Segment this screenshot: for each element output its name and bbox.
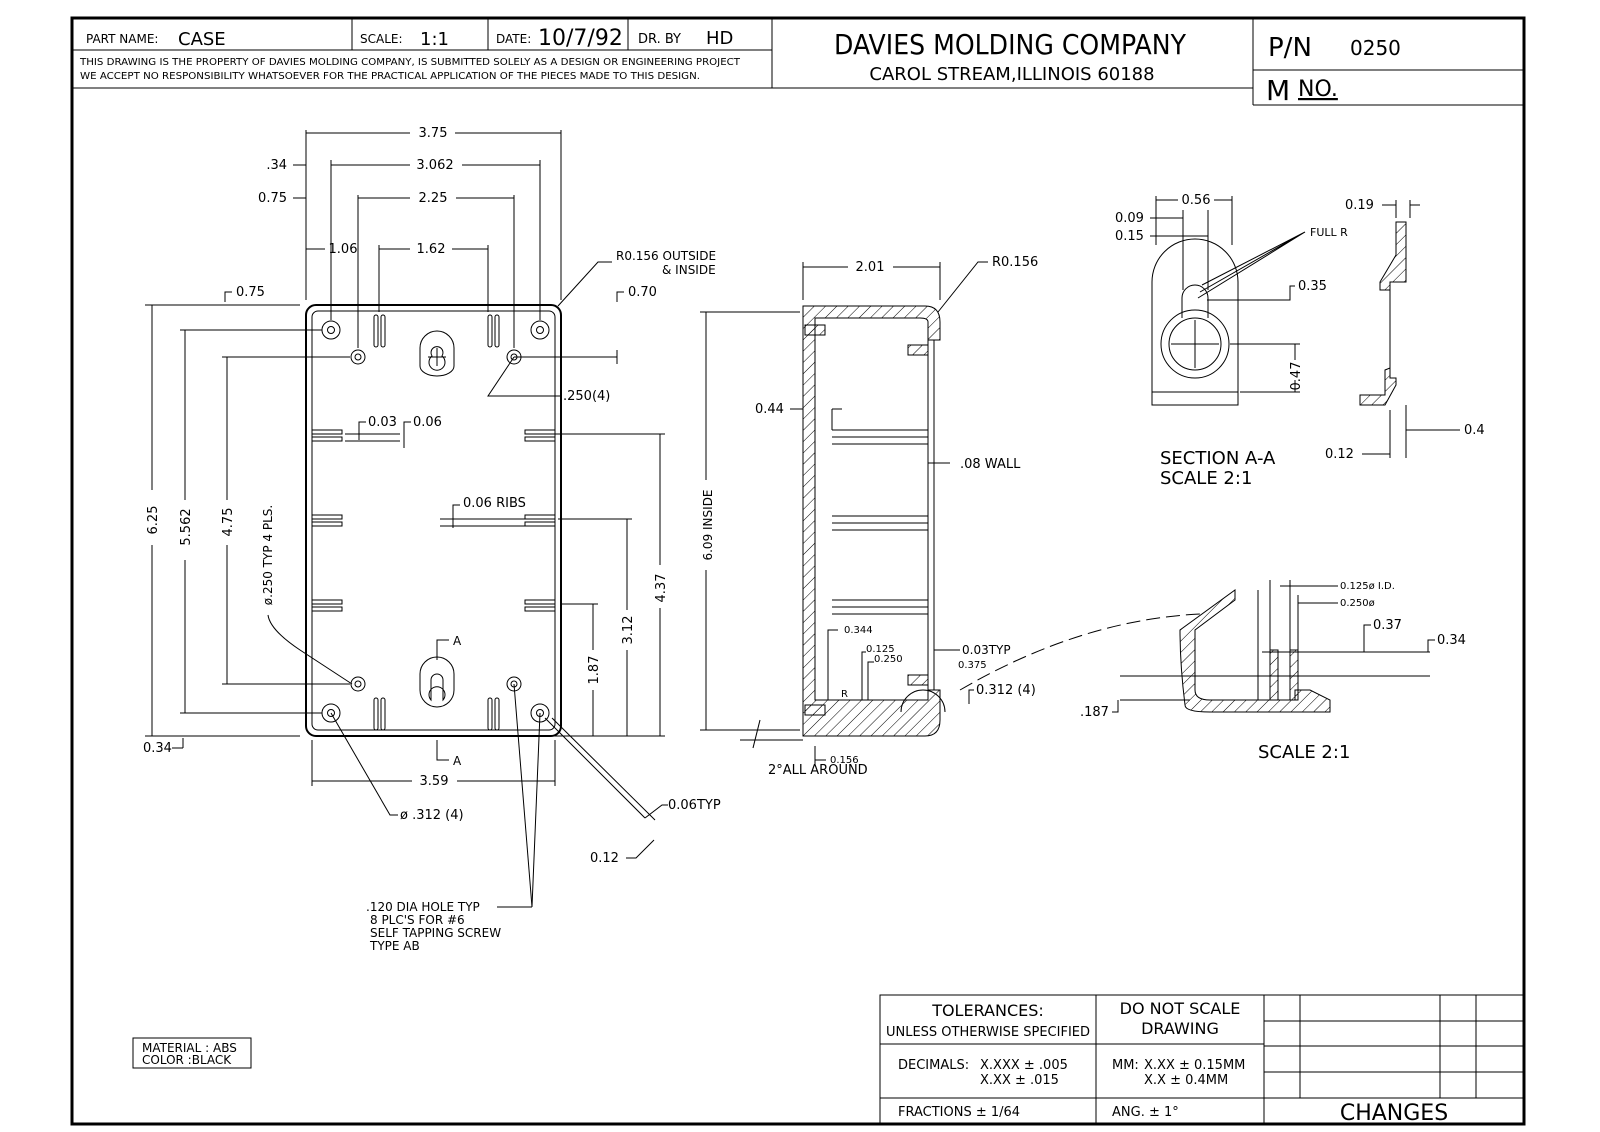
- dim-detail-0250: 0.250ø: [1340, 598, 1375, 609]
- corner-holes: [322, 321, 549, 722]
- dim-hole-312: ø .312 (4): [400, 808, 464, 823]
- dim-left-offset: 1.06: [328, 242, 358, 257]
- dim-aa-019: 0.19: [1345, 198, 1374, 213]
- scale-label: SCALE:: [360, 32, 403, 46]
- decimals-xx: X.XX ± .015: [980, 1073, 1059, 1088]
- section-aa-title: SECTION A-A: [1160, 448, 1276, 469]
- dim-aa-056: 0.56: [1181, 193, 1211, 208]
- angle: ANG. ± 1°: [1112, 1105, 1179, 1120]
- mm-label: MM:: [1112, 1058, 1139, 1073]
- dim-0156: 0.156: [830, 755, 859, 766]
- detail-scale: SCALE 2:1: [1258, 742, 1351, 763]
- dim-detail-id: 0.125ø I.D.: [1340, 581, 1395, 592]
- dim-overall-width: 3.75: [418, 126, 448, 141]
- screw-note-2: 8 PLC'S FOR #6: [370, 913, 465, 927]
- disclaimer-line-1: THIS DRAWING IS THE PROPERTY OF DAVIES MOLDING COMPANY, IS SUBMITTED SOLELY AS A DESIGN OR ENGINEERING PROJECT: [78, 57, 741, 68]
- screw-note-3: SELF TAPPING SCREW: [370, 926, 502, 940]
- case-inner-outline: [312, 311, 555, 730]
- material-line-2: COLOR :BLACK: [142, 1053, 232, 1067]
- dim-bottom-width: 3.59: [419, 774, 449, 789]
- dim-012: 0.12: [590, 851, 619, 866]
- decimals-label: DECIMALS:: [898, 1058, 970, 1073]
- screw-note-1: .120 DIA HOLE TYP: [366, 900, 480, 914]
- section-label-top: A: [453, 634, 462, 648]
- pn-value: 0250: [1350, 36, 1401, 60]
- dim-hole-span: 3.062: [416, 158, 454, 173]
- leader-screw-2: [532, 713, 540, 907]
- dim-height-475: 4.75: [221, 507, 236, 537]
- dim-006typ: 0.06TYP: [668, 798, 721, 813]
- leader-075: [225, 292, 232, 302]
- do-not-scale-1: DO NOT SCALE: [1119, 999, 1241, 1018]
- dim-aa-04: 0.4: [1464, 423, 1485, 438]
- dim-detail-037: 0.37: [1373, 618, 1402, 633]
- leader-full-r: [1198, 232, 1305, 298]
- mounting-holes: [351, 350, 521, 691]
- pn-label: P/N: [1268, 33, 1312, 63]
- dim-aa-009: 0.09: [1115, 211, 1144, 226]
- detail-boss-right: [1290, 650, 1298, 700]
- leader-0312: [969, 690, 974, 704]
- section-mark-bottom: [437, 740, 449, 760]
- dim-0375: 0.375: [958, 660, 987, 671]
- decimals-xxx: X.XXX ± .005: [980, 1058, 1068, 1073]
- section-aa-profile: [1360, 222, 1406, 405]
- keyhole-bottom: [420, 657, 454, 707]
- leader-035: [1207, 286, 1295, 300]
- leader-side-radius: [938, 262, 988, 312]
- leader-detail-037: [1364, 625, 1371, 652]
- detail-view: [1080, 580, 1466, 763]
- dim-offset-034: .34: [266, 158, 287, 173]
- detail-profile: [1180, 590, 1330, 712]
- side-wall-section: [803, 306, 940, 736]
- company-address: CAROL STREAM,ILLINOIS 60188: [869, 64, 1155, 85]
- dim-side-044: 0.44: [755, 402, 784, 417]
- dim-full-r: FULL R: [1310, 226, 1348, 239]
- company-name: DAVIES MOLDING COMPANY: [834, 28, 1187, 61]
- dim-rib-003: 0.03: [368, 415, 397, 430]
- date-value: 10/7/92: [538, 26, 623, 51]
- section-aa-scale: SCALE 2:1: [1160, 468, 1253, 489]
- detail-boss-left: [1270, 650, 1278, 700]
- front-left-dims: [145, 305, 350, 736]
- part-name-label: PART NAME:: [86, 32, 159, 46]
- dim-0312: 0.312 (4): [976, 683, 1036, 698]
- note-hole-typ: ø.250 TYP 4 PLS.: [261, 504, 275, 606]
- leader-0125: [862, 652, 866, 700]
- dim-h-187: 1.87: [587, 655, 602, 685]
- draft-leader: [753, 720, 760, 748]
- dim-detail-187: .187: [1080, 705, 1109, 720]
- dim-003typ: 0.03TYP: [962, 643, 1011, 657]
- dim-slot-span: 1.62: [416, 242, 446, 257]
- dim-offset-075: 0.75: [258, 191, 287, 206]
- m-label: M: [1266, 74, 1291, 107]
- title-block: [72, 18, 1524, 107]
- dim-corner-070: 0.70: [628, 285, 657, 300]
- dim-aa-035: 0.35: [1298, 279, 1327, 294]
- dim-aa-015: 0.15: [1115, 229, 1144, 244]
- section-aa: [1115, 193, 1485, 489]
- scale-value: 1:1: [420, 29, 449, 50]
- leader-detail-187: [1112, 700, 1118, 712]
- dim-h-437: 4.37: [654, 573, 669, 603]
- leader-250: [488, 357, 562, 396]
- drawn-by-label: DR. BY: [638, 32, 681, 47]
- dim-hole-250: .250(4): [563, 389, 611, 404]
- leader-006typ: [645, 805, 668, 818]
- dim-draft: 2°ALL AROUND: [768, 763, 868, 778]
- tolerance-title: TOLERANCES:: [932, 1001, 1044, 1020]
- dim-aa-047: 0.47: [1289, 361, 1304, 391]
- part-name-value: CASE: [178, 29, 226, 50]
- leader-screw-1: [514, 684, 532, 907]
- leader-hole-312: [331, 713, 398, 815]
- mm-x: X.X ± 0.4MM: [1144, 1073, 1229, 1088]
- changes-label: CHANGES: [1339, 1101, 1449, 1126]
- section-label-bottom: A: [453, 754, 462, 768]
- leader-rib-006: [404, 422, 411, 448]
- drawn-by-value: HD: [706, 28, 734, 49]
- dim-bottom-034: 0.34: [143, 741, 172, 756]
- note-radius-1: R0.156 OUTSIDE: [616, 249, 717, 263]
- dim-height-5562: 5.562: [179, 508, 194, 546]
- dim-ribs: 0.06 RIBS: [463, 496, 526, 511]
- material-line-1: MATERIAL : ABS: [142, 1041, 237, 1055]
- leader-ribs: [453, 505, 460, 528]
- disclaimer-line-2: WE ACCEPT NO RESPONSIBILITY WHATSOEVER FOR THE PRACTICAL APPLICATION OF THE PIECES MADE TO THIS DESIGN.: [80, 71, 700, 82]
- leader-070: [617, 292, 624, 302]
- leader-hole-typ: [268, 615, 352, 684]
- dim-corner-075: 0.75: [236, 285, 265, 300]
- label-r: R: [841, 689, 848, 700]
- boss-slots: [374, 315, 499, 730]
- dim-depth: 2.01: [855, 260, 885, 275]
- dim-detail-034: 0.34: [1437, 633, 1466, 648]
- do-not-scale-2: DRAWING: [1141, 1019, 1219, 1038]
- leader-0250: [868, 662, 874, 700]
- dim-0250: 0.250: [874, 654, 903, 665]
- leader-rib-003: [359, 422, 366, 440]
- leader-012: [626, 840, 654, 858]
- fractions: FRACTIONS ± 1/64: [898, 1105, 1021, 1120]
- dim-height-625: 6.25: [146, 505, 161, 535]
- side-ribs: [312, 430, 555, 611]
- dim-aa-012: 0.12: [1325, 447, 1354, 462]
- screw-note-4: TYPE AB: [370, 939, 420, 953]
- dim-inside: 6.09 INSIDE: [701, 489, 715, 561]
- note-radius-2: & INSIDE: [662, 263, 716, 277]
- date-label: DATE:: [496, 32, 532, 46]
- dim-wall: .08 WALL: [960, 457, 1021, 472]
- sheet-border: [72, 18, 1524, 1124]
- no-label: NO.: [1298, 77, 1338, 102]
- front-right-dims: [548, 434, 665, 736]
- dim-rib-006: 0.06: [413, 415, 442, 430]
- leader-radius: [558, 262, 612, 306]
- dim-h-312: 3.12: [621, 615, 636, 645]
- dim-0125: 0.125: [866, 644, 895, 655]
- side-ribs-lines: [805, 325, 928, 715]
- front-view: [143, 126, 721, 953]
- dim-inner-hole-span: 2.25: [418, 191, 448, 206]
- leader-detail-034: [1428, 640, 1435, 652]
- dim-side-radius: R0.156: [992, 255, 1039, 270]
- dim-0344: 0.344: [844, 625, 873, 636]
- leader-0344: [828, 630, 838, 700]
- tolerance-subtitle: UNLESS OTHERWISE SPECIFIED: [885, 1025, 1091, 1040]
- mm-xx: X.XX ± 0.15MM: [1144, 1058, 1246, 1073]
- keyhole-top: [420, 331, 454, 376]
